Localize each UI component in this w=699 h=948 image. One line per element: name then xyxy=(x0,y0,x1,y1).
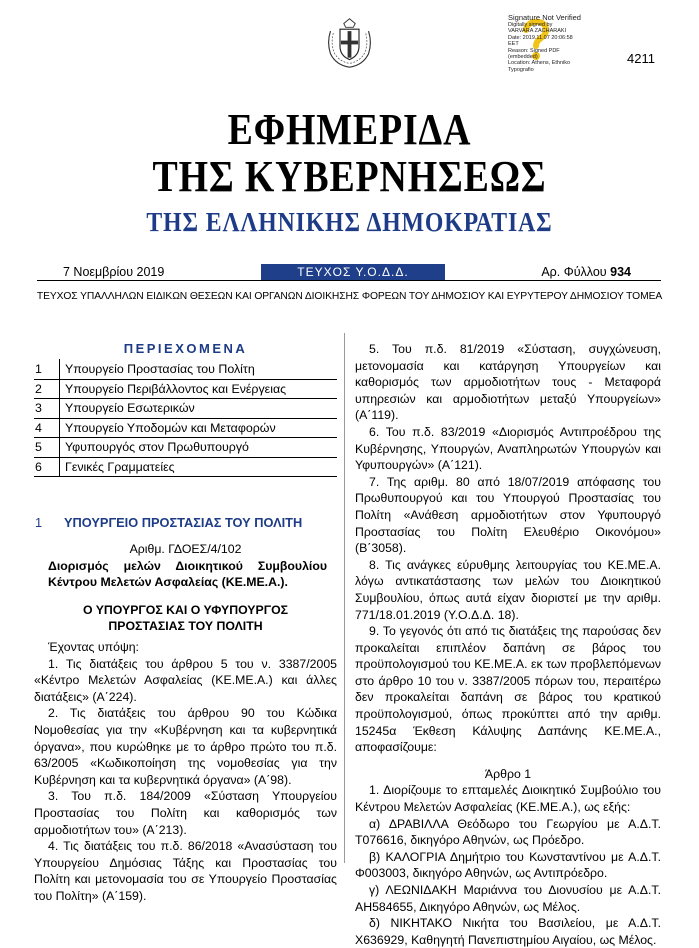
signature-title: Signature Not Verified xyxy=(508,13,581,22)
consideration-point: 9. Το γεγονός ότι από τις διατάξεις της παρούσας δεν προκαλείται επιπλέον δαπάνη σε βάρος του προϋπολογισμού του ΚΕ.ΜΕ.Α. εκ των προβλεπόμενων στο άρθρο 10 του ν. 3387/2005 πόρων του, περαιτέρω δεν προκαλείται δαπάνη σε βάρος του κρατικού προϋπολογισμού, όπως προκύπτει από την αριθμ. 15245α Έκθεση Κάλυψης Δαπάνης ΚΕ.ΜΕ.Α., αποφασίζουμε: xyxy=(355,624,661,755)
left-column-body xyxy=(34,541,337,904)
consideration-point: 5. Του π.δ. 81/2019 «Σύσταση, συγχώνευση, μετονομασία και κατάργηση Υπουργείων και καθορισμός των αρμοδιοτήτων τους - Μεταφορά υπηρεσιών και αρμοδιοτήτων μεταξύ Υπουργείων» (Α΄119). xyxy=(355,342,661,423)
article-heading: Άρθρο 1 xyxy=(484,766,532,781)
signature-line: EET xyxy=(508,41,519,48)
issue-date: 7 Νοεμβρίου 2019 xyxy=(63,265,165,279)
decision-intro: Έχοντας υπόψη: xyxy=(48,639,139,654)
contents-text: Υπουργείο Προστασίας του Πολίτη xyxy=(65,362,255,376)
contents-row[interactable] xyxy=(34,380,337,400)
sheet-label: Αρ. Φύλλου xyxy=(541,265,607,279)
column-divider xyxy=(344,333,345,863)
digital-signature-block xyxy=(508,14,590,73)
consideration-point: 6. Του π.δ. 83/2019 «Διορισμός Αντιπροέδρου της Κυβέρνησης, Υπουργών, Αναπληρωτών Υπουργών και Υφυπουργών» (Α΄121). xyxy=(355,424,661,473)
masthead-title-line1: ΕΦΗΜΕΡΙΔΑ xyxy=(227,105,472,154)
contents-text: Γενικές Γραμματείες xyxy=(65,459,175,474)
consideration-point: 1. Τις διατάξεις του άρθρου 5 του ν. 3387/2005 «Κέντρο Μελετών Ασφαλείας (ΚΕ.ΜΕ.Α.) και άλλες διατάξεις» (Α΄224). xyxy=(34,656,337,704)
article-intro: 1. Διορίζουμε το επταμελές Διοικητικό Συμβούλιο του Κέντρου Μελετών Ασφαλείας (ΚΕ.ΜΕ.Α.), ως εξής: xyxy=(355,783,661,815)
consideration-point: 3. Του π.δ. 184/2009 «Σύσταση Υπουργείου Προστασίας του Πολίτη και καθορισμός των αρμοδιοτήτων του» (Α΄213). xyxy=(34,789,337,837)
contents-num: 5 xyxy=(35,440,42,454)
masthead-title-line2: ΤΗΣ ΚΥΒΕΡΝΗΣΕΩΣ xyxy=(152,152,547,201)
contents-row[interactable] xyxy=(34,360,337,380)
board-member: β) ΚΑΛΟΓΡΙΑ Δημήτριο του Κωνσταντίνου με Α.Δ.Τ. Φ003003, δικηγόρο Αθηνών, ως Αντιπρόεδρο. xyxy=(355,849,661,881)
section-title: ΥΠΟΥΡΓΕΙΟ ΠΡΟΣΤΑΣΙΑΣ ΤΟΥ ΠΟΛΙΤΗ xyxy=(64,515,303,530)
contents-num: 3 xyxy=(35,401,42,415)
issue-subtitle: ΤΕΥΧΟΣ ΥΠΑΛΛΗΛΩΝ ΕΙΔΙΚΩΝ ΘΕΣΕΩΝ ΚΑΙ ΟΡΓΑΝΩΝ ΔΙΟΙΚΗΣΗΣ ΦΟΡΕΩΝ ΤΟΥ ΔΗΜΟΣΙΟΥ ΚΑΙ ΕΥΡΥΤΕΡΟΥ ΔΗΜΟΣΙΟΥ ΤΟΜΕΑ xyxy=(36,291,663,302)
right-column-body xyxy=(355,341,661,948)
page-number: 4211 xyxy=(627,51,655,66)
sheet-value: 934 xyxy=(610,265,631,279)
board-member: α) ΔΡΑΒΙΛΛΑ Θεόδωρο του Γεωργίου με Α.Δ.Τ. Τ076616, δικηγόρο Αθηνών, ως Πρόεδρο. xyxy=(355,816,661,848)
signature-line: Date: 2019.11.07 20:06:58 xyxy=(508,34,573,41)
consideration-point: 7. Της αριθμ. 80 από 18/07/2019 απόφασης του Πρωθυπουργού και του Υπουργού Προστασίας του Πολίτη «Ανάθεση αρμοδιοτήτων στον Υφυπουργό Προστασίας του Πολίτη Ελευθέριο Οικονόμου» (Β΄3058). xyxy=(355,474,661,556)
contents-num: 2 xyxy=(35,381,42,396)
contents-row[interactable] xyxy=(34,399,337,419)
contents-table xyxy=(34,360,337,477)
contents-text: Υφυπουργός στον Πρωθυπουργό xyxy=(65,440,249,454)
signature-line: Location: Athens, Ethniko xyxy=(508,60,571,67)
contents-text: Υπουργείο Υποδομών και Μεταφορών xyxy=(65,420,276,435)
decision-number: Αριθμ. ΓΔΟΕΣ/4/102 xyxy=(129,542,242,556)
consideration-point: 8. Τις ανάγκες εύρυθμης λειτουργίας του ΚΕ.ΜΕ.Α. λόγω αντικατάστασης των μελών του Διοικητικού Συμβουλίου, όπως αυτά είχαν διοριστεί με την αριθμ. 771/18.01.2019 (Υ.Ο.Δ.Δ. 18). xyxy=(355,557,661,622)
decision-heading: Διορισμός μελών Διοικητικού Συμβουλίου Κέντρου Μελετών Ασφαλείας (ΚΕ.ΜΕ.Α.). xyxy=(48,558,327,590)
signature-line: Reason: Signed PDF xyxy=(508,47,560,54)
consideration-point: 4. Τις διατάξεις του π.δ. 86/2018 «Ανασύσταση του Υπουργείου Δημόσιας Τάξης και Προστασίας του Πολίτη και μετονομασία του σε Υπουργείο Προστασίας του Πολίτη» (Α΄159). xyxy=(34,839,337,903)
consideration-point: 2. Τις διατάξεις του άρθρου 90 του Κώδικα Νομοθεσίας για την «Κυβέρνηση και τα κυβερνητικά όργανα», που κυρώθηκε με το άρθρο πρώτο του π.δ. 63/2005 «Κωδικοποίηση της νομοθεσίας για την Κυβέρνηση και τα κυβερνητικά όργανα» (Α΄98). xyxy=(34,706,337,787)
contents-num: 6 xyxy=(35,459,42,474)
signature-line: Digitally signed by xyxy=(508,22,553,28)
decision-authority: Ο ΥΠΟΥΡΓΟΣ ΚΑΙ Ο ΥΦΥΠΟΥΡΓΟΣ ΠΡΟΣΤΑΣΙΑΣ ΤΟΥ ΠΟΛΙΤΗ xyxy=(82,602,289,634)
contents-text: Υπουργείο Περιβάλλοντος και Ενέργειας xyxy=(65,381,287,396)
contents-title: ΠΕΡΙΕΧΟΜΕΝΑ xyxy=(123,341,248,356)
contents-row[interactable] xyxy=(34,419,337,439)
issue-header-bar xyxy=(37,264,661,281)
contents-num: 4 xyxy=(35,420,42,435)
board-member: γ) ΛΕΩΝΙΔΑΚΗ Μαριάννα του Διονυσίου με Α.Δ.Τ. ΑΗ584655, Δικηγόρο Αθηνών, ως Μέλος. xyxy=(355,883,661,914)
signature-line: VARVARA ZACHARAKI xyxy=(508,28,567,35)
contents-text: Υπουργείο Εσωτερικών xyxy=(65,401,195,415)
sheet-number xyxy=(541,265,631,279)
signature-line: Typografio xyxy=(508,66,534,73)
board-member: δ) ΝΙΚΗΤΑΚΟ Νικήτα του Βασιλείου, με Α.Δ.Τ. Χ636929, Καθηγητή Πανεπιστημίου Αιγαίου, ως Μέλος. xyxy=(355,916,661,947)
issue-type-badge: ΤΕΥΧΟΣ Υ.Ο.Δ.Δ. xyxy=(261,264,445,280)
greek-coat-of-arms-icon xyxy=(321,14,378,71)
contents-row[interactable] xyxy=(34,438,337,458)
signature-line: (embedded) xyxy=(508,54,538,61)
section-number: 1 xyxy=(35,515,43,530)
contents-row[interactable] xyxy=(34,458,337,478)
contents-num: 1 xyxy=(35,362,42,376)
masthead-republic: ΤΗΣ ΕΛΛΗΝΙΚΗΣ ΔΗΜΟΚΡΑΤΙΑΣ xyxy=(146,207,553,237)
